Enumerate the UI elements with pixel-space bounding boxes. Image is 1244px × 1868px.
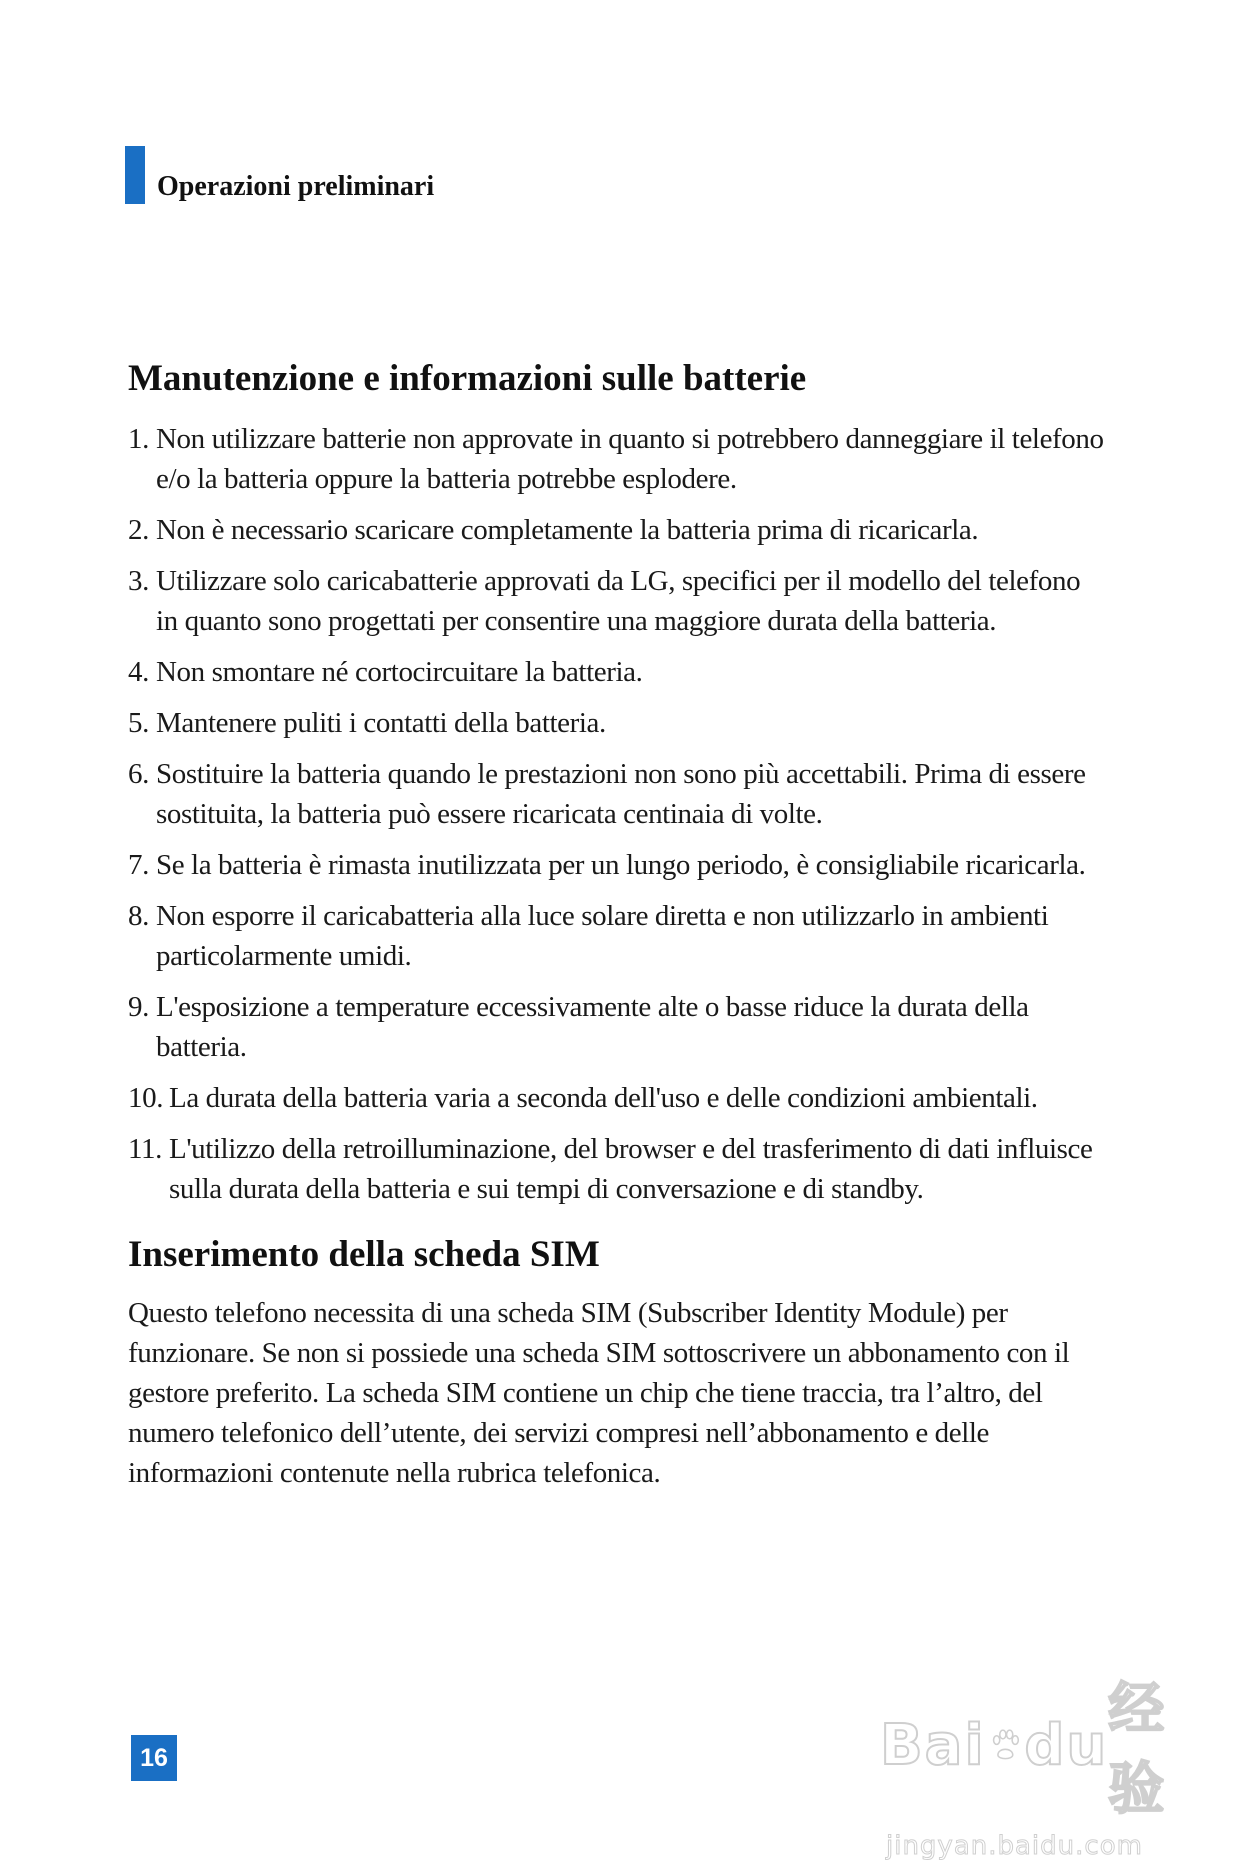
list-item-number: 9.	[128, 991, 149, 1023]
paw-icon	[988, 1717, 1023, 1773]
list-item-text: Mantenere puliti i contatti della batteria.	[156, 707, 606, 739]
sim-paragraph: Questo telefono necessita di una scheda SIM (Subscriber Identity Module) per funzionare. Se non si possiede una scheda SIM sottoscrivere un abbonamento con il gestore preferito. La scheda SIM contiene un chip che tiene traccia, tra l’altro, del numero telefonico dell’utente, dei servizi compresi nell’abbonamento e delle informazioni contenute nella rubrica telefonica.	[128, 1297, 1070, 1489]
list-item-number: 4.	[128, 656, 149, 688]
list-item	[128, 510, 1108, 550]
watermark-logo-right: du	[1024, 1712, 1109, 1778]
list-item	[128, 1078, 1108, 1118]
list-item	[128, 987, 1108, 1067]
list-item-text: Se la batteria è rimasta inutilizzata per un lungo periodo, è consigliabile ricaricarla.	[156, 849, 1086, 881]
list-item-number: 8.	[128, 900, 149, 932]
list-item	[128, 652, 1108, 692]
list-item-number: 5.	[128, 707, 149, 739]
list-item-text: L'utilizzo della retroilluminazione, del browser e del trasferimento di dati influisce sulla durata della batteria e sui tempi di conversazione e di standby.	[169, 1133, 1093, 1205]
main-content	[128, 357, 1108, 1493]
header-accent-bar	[125, 146, 145, 204]
list-item-text: Non è necessario scaricare completamente la batteria prima di ricaricarla.	[156, 514, 979, 546]
list-item-text: Non utilizzare batterie non approvate in quanto si potrebbero danneggiare il telefono e/o la batteria oppure la batteria potrebbe esplodere.	[156, 423, 1104, 495]
watermark-logo-cn: 经验	[1108, 1677, 1167, 1822]
section-label: Operazioni preliminari	[157, 171, 435, 202]
list-item-number: 1.	[128, 423, 149, 455]
list-item	[128, 561, 1108, 641]
list-item-number: 3.	[128, 565, 149, 597]
list-item-number: 11.	[128, 1133, 162, 1165]
battery-list	[128, 419, 1108, 1209]
list-item	[128, 1129, 1108, 1209]
list-item	[128, 896, 1108, 976]
list-item-text: Non smontare né cortocircuitare la batteria.	[156, 656, 643, 688]
list-item-number: 7.	[128, 849, 149, 881]
list-item-number: 2.	[128, 514, 149, 546]
list-item-text: Non esporre il caricabatteria alla luce solare diretta e non utilizzarlo in ambienti particolarmente umidi.	[156, 900, 1049, 972]
list-item	[128, 419, 1108, 499]
list-item-number: 10.	[128, 1082, 164, 1114]
section-header	[125, 146, 434, 204]
list-item-text: La durata della batteria varia a seconda dell'uso e delle condizioni ambientali.	[169, 1082, 1038, 1114]
page-number: 16	[131, 1735, 177, 1781]
watermark-logo-left: Bai	[880, 1712, 986, 1778]
list-item-text: Utilizzare solo caricabatterie approvati da LG, specifici per il modello del telefono in quanto sono progettati per consentire una maggiore durata della batteria.	[156, 565, 1081, 637]
watermark-url: jingyan.baidu.com	[886, 1831, 1143, 1861]
list-item	[128, 703, 1108, 743]
baidu-watermark	[880, 1665, 1180, 1861]
battery-section-title: Manutenzione e informazioni sulle batterie	[128, 358, 807, 399]
list-item	[128, 754, 1108, 834]
list-item-number: 6.	[128, 758, 149, 790]
sim-section-title: Inserimento della scheda SIM	[128, 1234, 600, 1275]
list-item-text: Sostituire la batteria quando le prestazioni non sono più accettabili. Prima di essere sostituita, la batteria può essere ricaricata centinaia di volte.	[156, 758, 1086, 830]
list-item	[128, 845, 1108, 885]
watermark-logo	[880, 1665, 1180, 1825]
list-item-text: L'esposizione a temperature eccessivamente alte o basse riduce la durata della batteria.	[156, 991, 1029, 1063]
